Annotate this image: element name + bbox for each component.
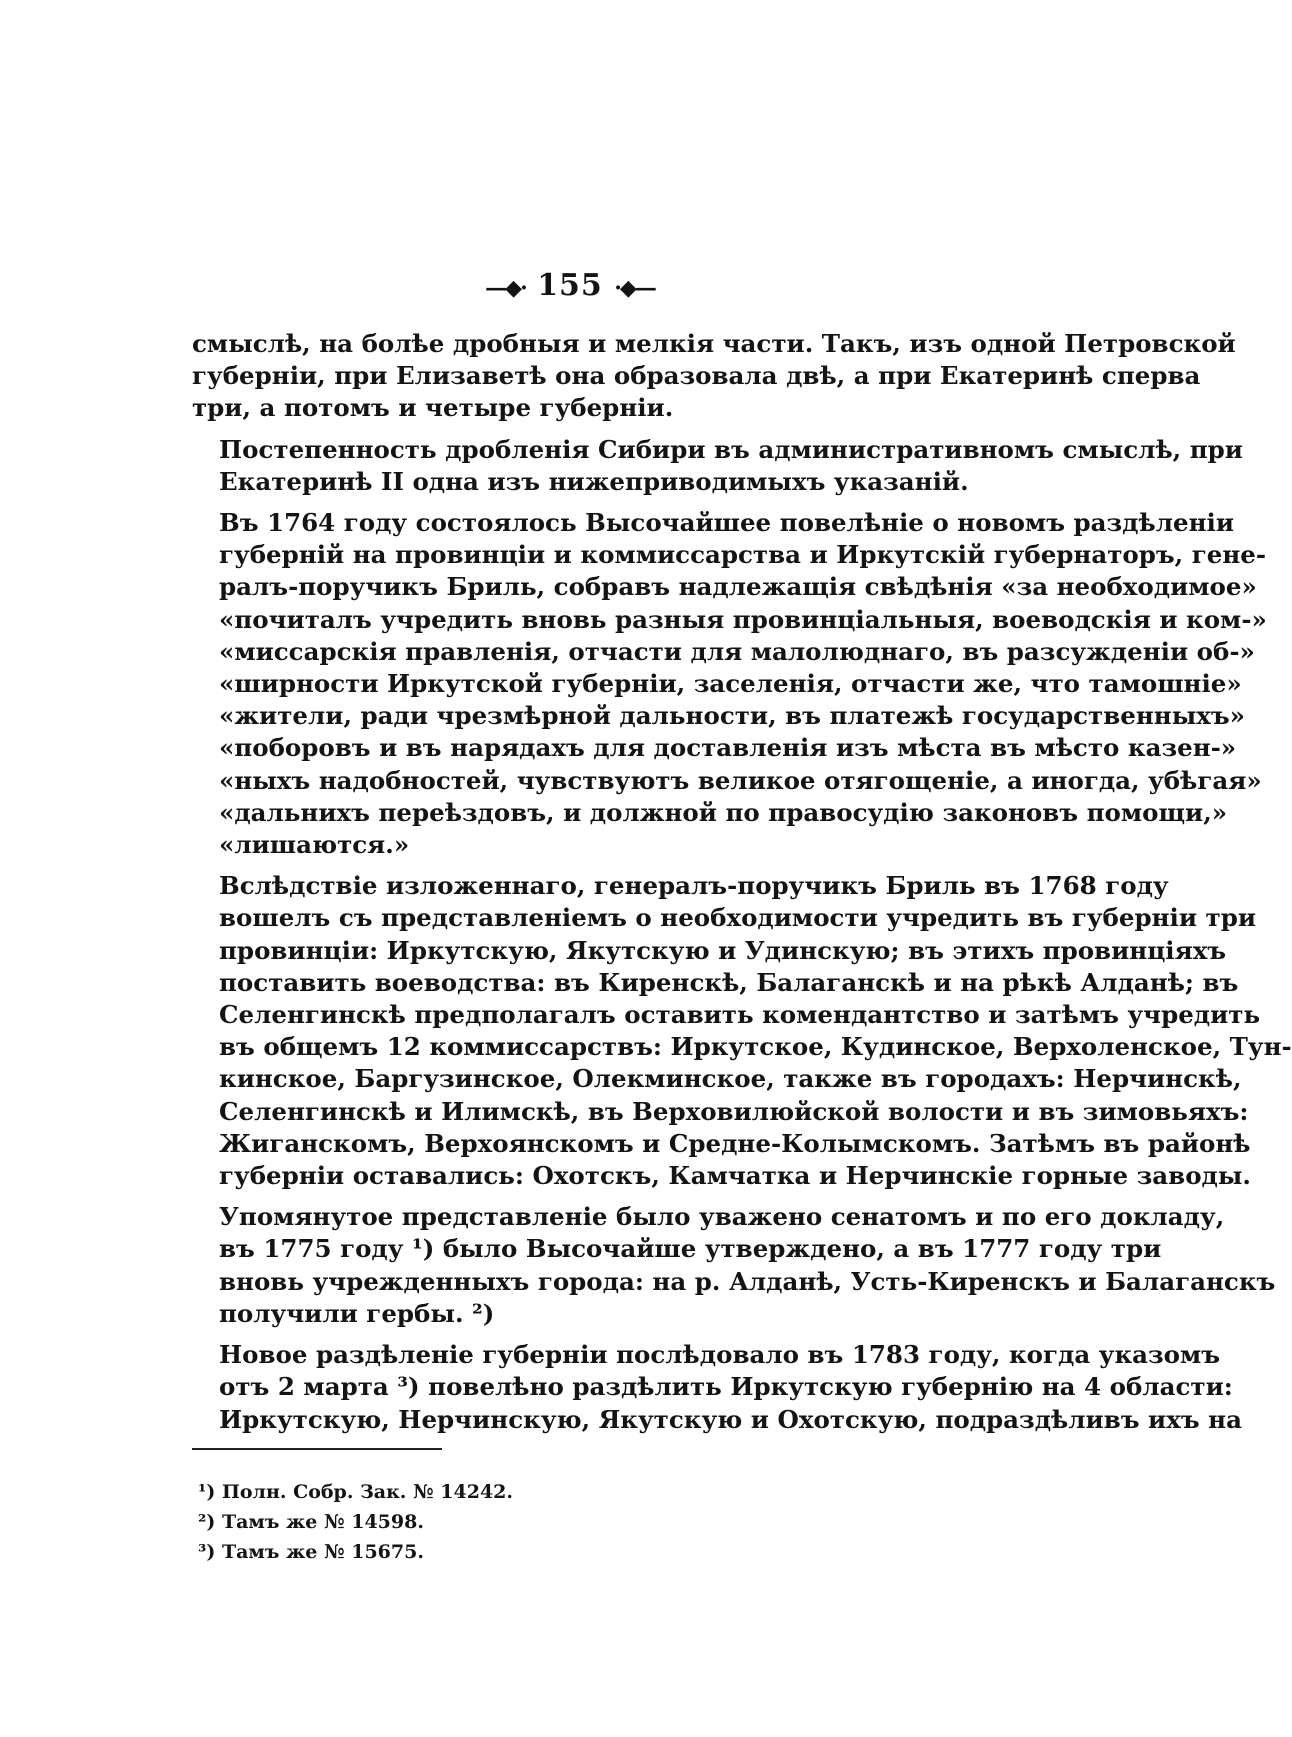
text-line: три, а потомъ и четыре губерніи. bbox=[192, 393, 674, 423]
body-text bbox=[192, 328, 1292, 1445]
text-line: «ширности Иркутской губерніи, заселенія, отчасти же, что тамошніе» bbox=[219, 669, 1242, 699]
text-line: губерніи, при Елизаветѣ она образовала двѣ, а при Екатеринѣ сперва bbox=[192, 361, 1201, 391]
text-line: «миссарскія правленія, отчасти для малолюднаго, въ разсужденіи об-» bbox=[219, 636, 1255, 666]
paragraph bbox=[192, 1201, 1276, 1330]
footnote-mark: ³) bbox=[198, 1541, 216, 1563]
page-header bbox=[0, 268, 1140, 303]
ornament-right: ·◆— bbox=[614, 275, 655, 301]
text-line: провинціи: Иркутскую, Якутскую и Удинскую; въ этихъ провинціяхъ bbox=[219, 935, 1227, 965]
text-line: въ 1775 году ¹) было Высочайше утверждено, а въ 1777 году три bbox=[219, 1234, 1162, 1264]
text-line: Постепенность дробленія Сибири въ административномъ смыслѣ, при bbox=[219, 434, 1243, 464]
text-line: поставить воеводства: въ Киренскѣ, Балаганскѣ и на рѣкѣ Алданѣ; въ bbox=[219, 967, 1239, 997]
ornament-left: —◆· bbox=[485, 275, 526, 301]
text-line: «жители, ради чрезмѣрной дальности, въ платежѣ государственныхъ» bbox=[219, 701, 1245, 731]
page-number: 155 bbox=[537, 268, 603, 303]
text-line: Новое раздѣленіе губерніи послѣдовало въ 1783 году, когда указомъ bbox=[219, 1340, 1221, 1370]
text-line: Екатеринѣ II одна изъ нижеприводимыхъ указаній. bbox=[219, 466, 969, 496]
text-line: кинское, Баргузинское, Олекминское, также въ городахъ: Нерчинскѣ, bbox=[219, 1064, 1242, 1094]
text-line: губерніи оставались: Охотскъ, Камчатка и Нерчинскіе горные заводы. bbox=[219, 1161, 1251, 1191]
text-line: Въ 1764 году состоялось Высочайшее повелѣніе о новомъ раздѣленіи bbox=[219, 508, 1235, 538]
text-line: «дальнихъ переѣздовъ, и должной по правосудію законовъ помощи,» bbox=[219, 797, 1228, 827]
paragraph bbox=[192, 507, 1267, 861]
text-line: «лишаются.» bbox=[219, 830, 410, 860]
footnote-divider bbox=[192, 1448, 442, 1450]
paragraph bbox=[192, 1339, 1242, 1436]
footnote bbox=[198, 1537, 513, 1567]
text-line: Жиганскомъ, Верхоянскомъ и Средне-Колымскомъ. Затѣмъ въ районѣ bbox=[219, 1128, 1251, 1158]
text-line: губерній на провинціи и коммиссарства и Иркутскій губернаторъ, гене- bbox=[219, 540, 1267, 570]
paragraph bbox=[192, 870, 1292, 1192]
footnote-mark: ²) bbox=[198, 1511, 216, 1533]
text-line: ралъ-поручикъ Бриль, собравъ надлежащія свѣдѣнія «за необходимое» bbox=[219, 572, 1257, 602]
text-line: отъ 2 марта ³) повелѣно раздѣлить Иркутскую губернію на 4 области: bbox=[219, 1372, 1233, 1402]
text-line: «почиталъ учредить вновь разныя провинціальныя, воеводскія и ком-» bbox=[219, 604, 1267, 634]
paragraph bbox=[192, 434, 1243, 498]
footnote-text: Полн. Собр. Зак. № 14242. bbox=[221, 1481, 514, 1503]
footnote-text: Тамъ же № 15675. bbox=[221, 1541, 424, 1563]
text-line: получили гербы. ²) bbox=[219, 1298, 495, 1328]
footnotes bbox=[198, 1477, 513, 1567]
paragraph bbox=[192, 328, 1236, 425]
text-line: Селенгинскѣ предполагалъ оставить комендантство и затѣмъ учредить bbox=[219, 1000, 1261, 1030]
footnote bbox=[198, 1477, 513, 1507]
text-line: вошелъ съ представленіемъ о необходимости учредить въ губерніи три bbox=[219, 903, 1257, 933]
text-line: Иркутскую, Нерчинскую, Якутскую и Охотскую, подраздѣливъ ихъ на bbox=[219, 1404, 1242, 1434]
text-line: смыслѣ, на болѣе дробныя и мелкія части. Такъ, изъ одной Петровской bbox=[192, 329, 1236, 358]
footnote-mark: ¹) bbox=[198, 1481, 216, 1503]
text-line: вновь учрежденныхъ города: на р. Алданѣ, Усть-Киренскъ и Балаганскъ bbox=[219, 1266, 1276, 1296]
text-line: Селенгинскѣ и Илимскѣ, въ Верховилюйской волости и въ зимовьяхъ: bbox=[219, 1096, 1249, 1126]
footnote-text: Тамъ же № 14598. bbox=[221, 1511, 424, 1533]
text-line: Вслѣдствіе изложеннаго, генералъ-поручикъ Бриль въ 1768 году bbox=[219, 871, 1169, 901]
text-line: въ общемъ 12 коммиссарствъ: Иркутское, Кудинское, Верхоленское, Тун- bbox=[219, 1032, 1292, 1062]
text-line: «ныхъ надобностей, чувствуютъ великое отягощеніе, а иногда, убѣгая» bbox=[219, 765, 1262, 795]
footnote bbox=[198, 1507, 513, 1537]
text-line: «поборовъ и въ нарядахъ для доставленія изъ мѣста въ мѣсто казен-» bbox=[219, 733, 1237, 763]
text-line: Упомянутое представленіе было уважено сенатомъ и по его докладу, bbox=[219, 1202, 1225, 1232]
